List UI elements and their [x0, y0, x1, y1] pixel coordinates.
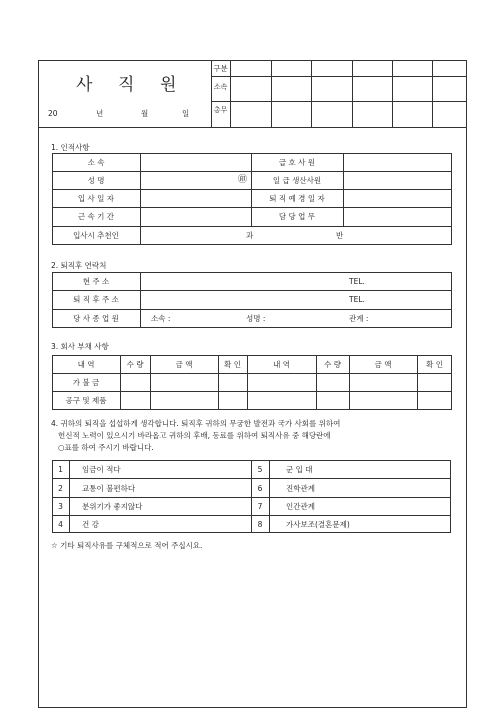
date-month-unit: 월 [141, 109, 149, 118]
s3-col-qty-1: 수 량 [126, 360, 144, 369]
s3-col-item-2: 내 역 [273, 360, 290, 369]
reason-text-5[interactable]: 군 입 대 [286, 465, 313, 474]
reason-text-7[interactable]: 인간관계 [286, 502, 315, 511]
reason-num-8: 8 [257, 520, 263, 529]
section1-heading: 1. 인적사항 [51, 143, 90, 152]
s2-label-address: 현 주 소 [82, 277, 110, 286]
s3-h2 [52, 391, 452, 392]
s1-h2 [52, 189, 452, 190]
s1-seal-mark: ㊞ [238, 175, 248, 185]
reason-num-5: 5 [257, 465, 263, 474]
title-char-3: 원 [160, 75, 177, 95]
s2-v1 [140, 272, 141, 328]
approval-h1 [211, 76, 467, 77]
section4-text-line-1: 4. 귀하의 퇴직을 섭섭하게 생각합니다. 퇴직후 귀하의 무궁한 발전과 국가 사회를 위하여 [51, 419, 341, 428]
s2-relation: 관계 : [349, 314, 369, 323]
reason-num-4: 4 [58, 520, 63, 529]
s1-label-salary-grade: 급 호 사 원 [278, 158, 316, 167]
s2-name: 성명 : [246, 314, 266, 323]
s2-label-guarantor: 당 사 종 업 원 [73, 314, 119, 323]
reason-num-2: 2 [58, 484, 63, 493]
s3-h1 [52, 373, 452, 374]
reason-text-4[interactable]: 건 강 [82, 520, 99, 529]
approval-v2 [271, 60, 272, 127]
s3-col-amount-2: 금 액 [374, 360, 392, 369]
s1-h4 [52, 226, 452, 227]
reason-text-3[interactable]: 분위기가 좋지않다 [82, 502, 143, 511]
s2-tel-2: TEL. [349, 295, 365, 304]
section4-text-line-3: ○표를 하여 주시기 바랍니다. [58, 443, 154, 452]
s3-col-item-1: 내 역 [77, 360, 95, 369]
reason-num-3: 3 [58, 502, 63, 511]
s1-label-tenure: 근 속 기 간 [77, 212, 115, 221]
title-char-1: 사 [76, 75, 93, 95]
s1-h1 [52, 171, 452, 172]
reason-text-8[interactable]: 가사보조(결혼문제) [286, 520, 350, 529]
date-year-unit: 년 [96, 109, 104, 118]
s3-col-amount-1: 금 액 [175, 360, 193, 369]
s3-col-confirm-1: 확 인 [224, 360, 241, 369]
header-divider [38, 127, 467, 128]
reason-text-6[interactable]: 진학관계 [286, 484, 315, 493]
s1-relation-team: 과 [246, 231, 254, 240]
approval-v4 [352, 60, 353, 127]
s1-label-dept: 소 속 [87, 158, 105, 167]
s1-v1 [140, 153, 141, 245]
reason-num-1: 1 [58, 465, 63, 474]
section2-heading: 2. 퇴직후 연락처 [51, 261, 107, 270]
section3-heading: 3. 회사 부채 사항 [51, 342, 109, 351]
approval-v3 [311, 60, 312, 127]
s3-row-tools: 공구 및 제품 [65, 396, 107, 405]
date-year: 20 [48, 109, 58, 118]
approval-label-general: 총무 [213, 106, 228, 114]
approval-v6 [432, 60, 433, 127]
approval-label-dept: 소속 [213, 83, 228, 91]
approval-v5 [392, 60, 393, 127]
approval-h2 [211, 101, 467, 102]
s4-v3 [269, 460, 270, 533]
s2-tel-1: TEL. [349, 277, 365, 286]
s1-label-name: 성 명 [87, 176, 105, 185]
s1-label-hire-date: 입 사 일 자 [77, 194, 115, 203]
approval-v1 [230, 60, 231, 127]
s1-label-resign-date: 퇴 직 예 경 일 자 [269, 194, 325, 203]
reason-num-6: 6 [257, 484, 263, 493]
s2-h2 [52, 309, 452, 310]
s3-col-qty-2: 수 량 [324, 360, 341, 369]
section4-text-line-2: 헌신적 노력이 있으시기 바라옵고 귀하의 후배, 동료를 위하여 퇴직사유 중 해당란에 [58, 431, 331, 440]
s2-affiliation: 소속 : [151, 314, 171, 323]
s1-label-daily-wage: 일 급 생산사원 [272, 176, 322, 185]
s2-h1 [52, 290, 452, 291]
approval-label-category: 구분 [213, 64, 228, 73]
s3-col-confirm-2: 확 인 [426, 360, 443, 369]
reason-num-7: 7 [257, 502, 263, 511]
other-reason-note: ☆ 기타 퇴직사유를 구체적으로 적어 주십시요. [51, 541, 203, 550]
s3-row-advance: 가 불 금 [72, 378, 100, 387]
reason-text-1[interactable]: 임금이 적다 [82, 465, 121, 474]
s1-class-unit: 반 [336, 231, 344, 240]
title-char-2: 직 [118, 75, 135, 95]
reason-text-2[interactable]: 교통이 불편하다 [82, 484, 136, 493]
s1-h3 [52, 207, 452, 208]
s2-label-after-address: 퇴 직 후 주 소 [73, 295, 119, 304]
s1-label-duty: 담 당 업 무 [278, 212, 316, 221]
s1-label-recommender: 입사시 추천인 [73, 231, 119, 240]
s4-v1 [69, 460, 70, 533]
date-day-unit: 일 [182, 109, 190, 118]
s1-v3 [343, 153, 344, 226]
